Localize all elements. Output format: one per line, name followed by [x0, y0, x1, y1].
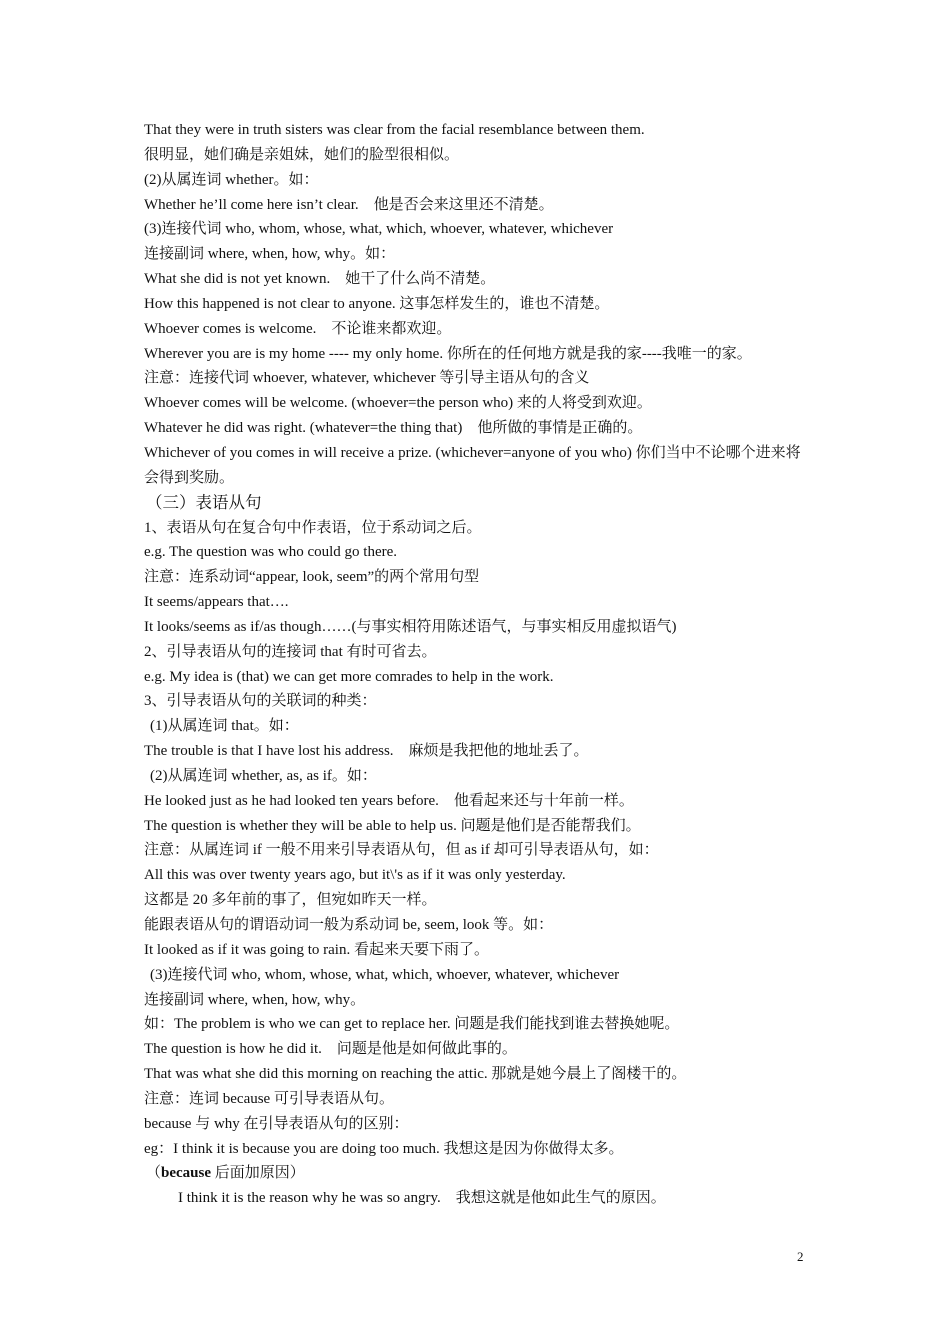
text-line: 这都是 20 多年前的事了，但宛如昨天一样。 — [144, 892, 437, 909]
text-line: 如：The problem is who we can get to replace her. 问题是我们能找到谁去替换她呢。 — [144, 1016, 680, 1033]
text-line: 3、引导表语从句的关联词的种类： — [144, 693, 377, 710]
text-line: 注意：连接代词 whoever, whatever, whichever 等引导主语从句的含义 — [144, 370, 590, 387]
text-line: (3)连接代词 who, whom, whose, what, which, whoever, whatever, whichever — [144, 221, 614, 238]
text-line: The question is whether they will be able to help us. 问题是他们是否能帮我们。 — [144, 817, 641, 834]
text-line: The trouble is that I have lost his address. 麻烦是我把他的地址丢了。 — [144, 743, 589, 760]
text-line: How this happened is not clear to anyone. 这事怎样发生的，谁也不清楚。 — [144, 295, 610, 312]
text-line: I think it is the reason why he was so angry. 我想这就是他如此生气的原因。 — [178, 1190, 666, 1207]
text-line: e.g. My idea is (that) we can get more comrades to help in the work. — [144, 668, 554, 685]
text-line: That was what she did this morning on reaching the attic. 那就是她今晨上了阁楼干的。 — [144, 1066, 687, 1083]
text-line: (2)从属连词 whether。如： — [144, 171, 319, 188]
text-line: Whoever comes will be welcome. (whoever=the person who) 来的人将受到欢迎。 — [144, 395, 652, 412]
text-line: (3)连接代词 who, whom, whose, what, which, whoever, whatever, whichever — [150, 966, 620, 983]
text-line: That they were in truth sisters was clear from the facial resemblance between them. — [144, 122, 645, 138]
text-line: 注意：连词 because 可引导表语从句。 — [144, 1090, 394, 1107]
text-line: It seems/appears that…. — [144, 594, 289, 611]
text-line: 注意：连系动词“appear, look, seem”的两个常用句型 — [144, 569, 480, 586]
text-line: 很明显，她们确是亲姐妹，她们的脸型很相似。 — [144, 146, 460, 163]
text-line: because 与 why 在引导表语从句的区别： — [144, 1115, 409, 1132]
text-line: 1、表语从句在复合句中作表语，位于系动词之后。 — [144, 519, 482, 536]
document-page — [144, 118, 814, 1211]
note-open: （ — [146, 1165, 162, 1182]
note-rest: 后面加原因） — [211, 1165, 305, 1182]
text-line: He looked just as he had looked ten years before. 他看起来还与十年前一样。 — [144, 792, 634, 809]
section-heading: （三）表语从句 — [146, 492, 262, 512]
text-paragraph: Wherever you are is my home ---- my only home. 你所在的任何地方就是我的家----我唯一的家。 — [144, 345, 752, 362]
text-paragraph: Whichever of you comes in will receive a prize. (whichever=anyone of you who) 你们当中不论哪个进来将会得到奖励。 — [144, 444, 801, 486]
text-line: It looks/seems as if/as though……(与事实相符用陈述语气，与事实相反用虚拟语气) — [144, 618, 677, 635]
note-line — [144, 1161, 814, 1186]
text-line: (2)从属连词 whether, as, as if。如： — [150, 767, 377, 784]
text-line: eg：I think it is because you are doing too much. 我想这是因为你做得太多。 — [144, 1140, 624, 1157]
text-line: 连接副词 where, when, how, why。如： — [144, 246, 396, 263]
text-line: 注意：从属连词 if 一般不用来引导表语从句，但 as if 却可引导表语从句，如： — [144, 842, 659, 859]
text-line: 2、引导表语从句的连接词 that 有时可省去。 — [144, 643, 437, 660]
text-line: Whatever he did was right. (whatever=the thing that) 他所做的事情是正确的。 — [144, 420, 643, 437]
text-line: 连接副词 where, when, how, why。 — [144, 991, 366, 1008]
note-keyword: because — [161, 1165, 212, 1182]
text-line: (1)从属连词 that。如： — [150, 718, 299, 735]
text-line: All this was over twenty years ago, but it\'s as if it was only yesterday. — [144, 867, 566, 884]
text-line: Whether he’ll come here isn’t clear. 他是否会来这里还不清楚。 — [144, 196, 554, 213]
text-line: 能跟表语从句的谓语动词一般为系动词 be, seem, look 等。如： — [144, 917, 554, 933]
text-line: It looked as if it was going to rain. 看起来天要下雨了。 — [144, 941, 489, 958]
text-line: Whoever comes is welcome. 不论谁来都欢迎。 — [144, 320, 452, 337]
page-number: 2 — [797, 1249, 804, 1264]
text-line: The question is how he did it. 问题是他是如何做此事的。 — [144, 1041, 517, 1058]
text-line: e.g. The question was who could go there. — [144, 544, 398, 561]
text-line: What she did is not yet known. 她干了什么尚不清楚。 — [144, 271, 496, 288]
